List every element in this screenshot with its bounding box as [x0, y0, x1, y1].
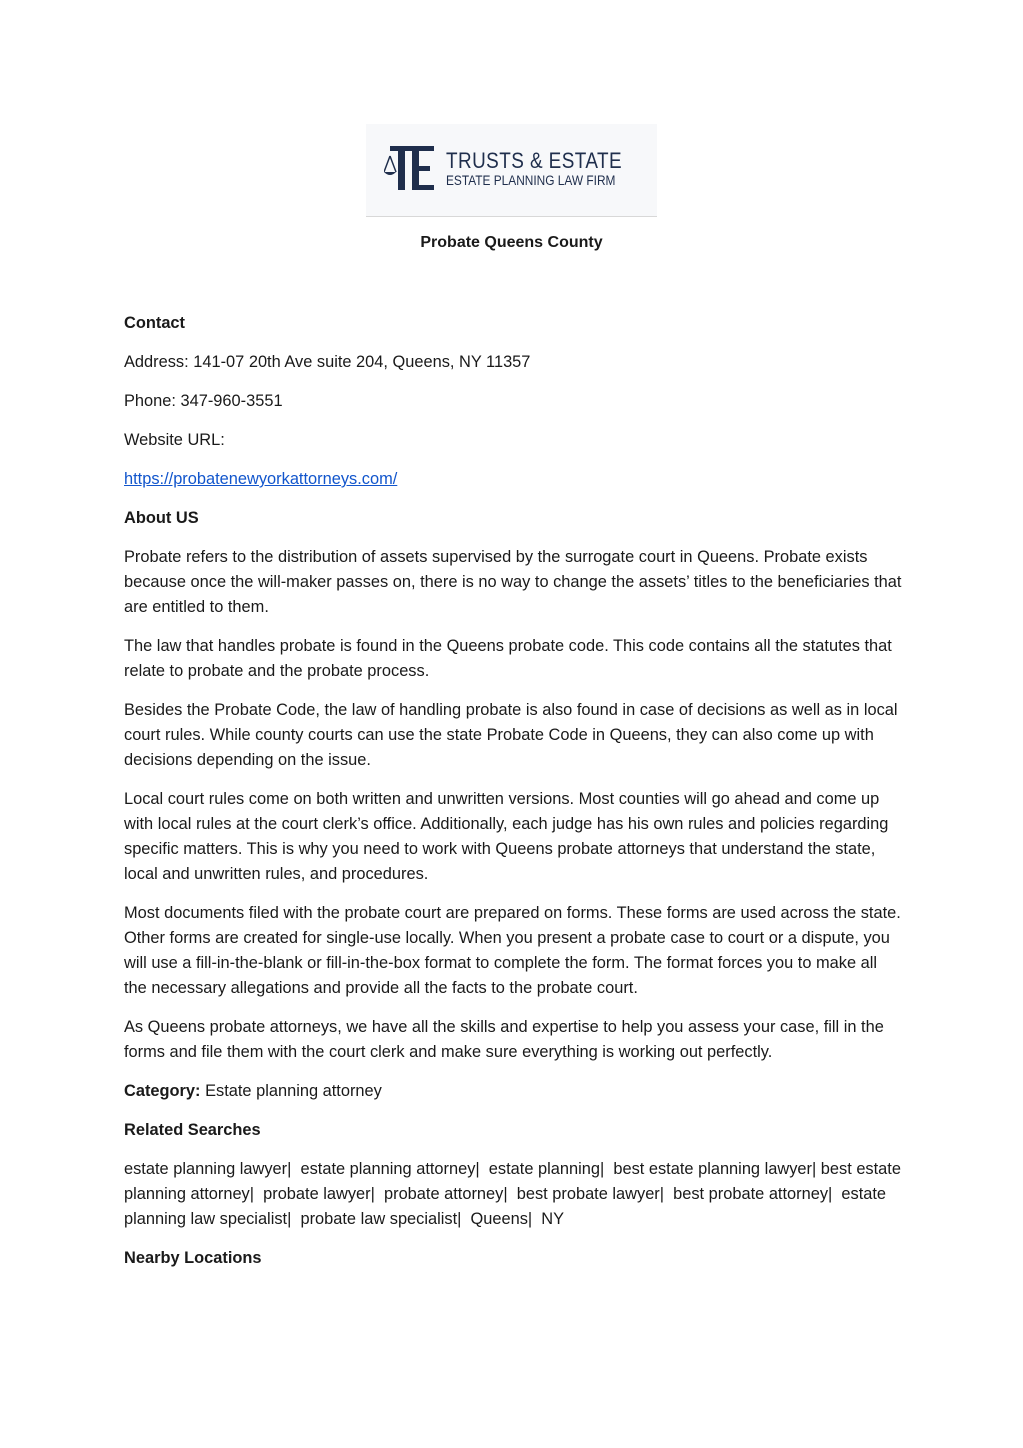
- about-paragraph: Local court rules come on both written and unwritten versions. Most counties will go ahead and come up with local rules at the court clerk’s office. Additionally, each judge has his own rules and policies regarding specific matters. This is why you need to work with Queens probate attorneys that understand the state, local and unwritten rules, and procedures.: [124, 790, 889, 883]
- category-label: Category:: [124, 1082, 201, 1100]
- about-heading: About US: [124, 509, 199, 527]
- page-title: Probate Queens County: [420, 234, 603, 251]
- about-paragraph: Most documents filed with the probate court are prepared on forms. These forms are used across the state. Other forms are created for single-use locally. When you present a probate case to court or a dispute, you will use a fill-in-the-blank or fill-in-the-box format to complete the form. The format forces you to make all the necessary allegations and provide all the facts to the probate court.: [124, 904, 901, 997]
- category-value: Estate planning attorney: [200, 1082, 382, 1100]
- nearby-locations-heading: Nearby Locations: [124, 1249, 262, 1267]
- logo-line-1: TRUSTS & ESTATE: [446, 148, 623, 173]
- firm-logo: [366, 124, 657, 217]
- category-line: [124, 1079, 904, 1104]
- about-paragraph: As Queens probate attorneys, we have all the skills and expertise to help you assess your case, fill in the forms and file them with the court clerk and make sure everything is working out perfectly.: [124, 1018, 884, 1061]
- scales-of-justice-icon: [384, 142, 438, 194]
- logo-line-2: ESTATE PLANNING LAW FIRM: [446, 173, 616, 188]
- address-text: Address: 141-07 20th Ave suite 204, Queens, NY 11357: [124, 353, 531, 371]
- about-paragraph: Probate refers to the distribution of assets supervised by the surrogate court in Queens. Probate exists because once the will-maker passes on, there is no way to change the assets’ titles to the beneficiaries that are entitled to them.: [124, 548, 902, 616]
- related-searches-heading: Related Searches: [124, 1121, 261, 1139]
- document-body: [124, 311, 904, 1285]
- contact-heading: Contact: [124, 314, 186, 332]
- related-searches-text: estate planning lawyer| estate planning attorney| estate planning| best estate planning lawyer| best estate planning attorney| probate lawyer| probate attorney| best probate lawyer| best probate attorney| estate planning law specialist| probate law specialist| Queens| NY: [124, 1160, 906, 1228]
- about-paragraph: The law that handles probate is found in the Queens probate code. This code contains all the statutes that relate to probate and the probate process.: [124, 637, 892, 680]
- website-link[interactable]: https://probatenewyorkattorneys.com/: [124, 470, 398, 488]
- phone-text: Phone: 347-960-3551: [124, 392, 283, 410]
- about-paragraph: Besides the Probate Code, the law of handling probate is also found in case of decisions as well as in local court rules. While county courts can use the state Probate Code in Queens, they can also come up with decisions depending on the issue.: [124, 701, 898, 769]
- website-label: Website URL:: [124, 431, 225, 449]
